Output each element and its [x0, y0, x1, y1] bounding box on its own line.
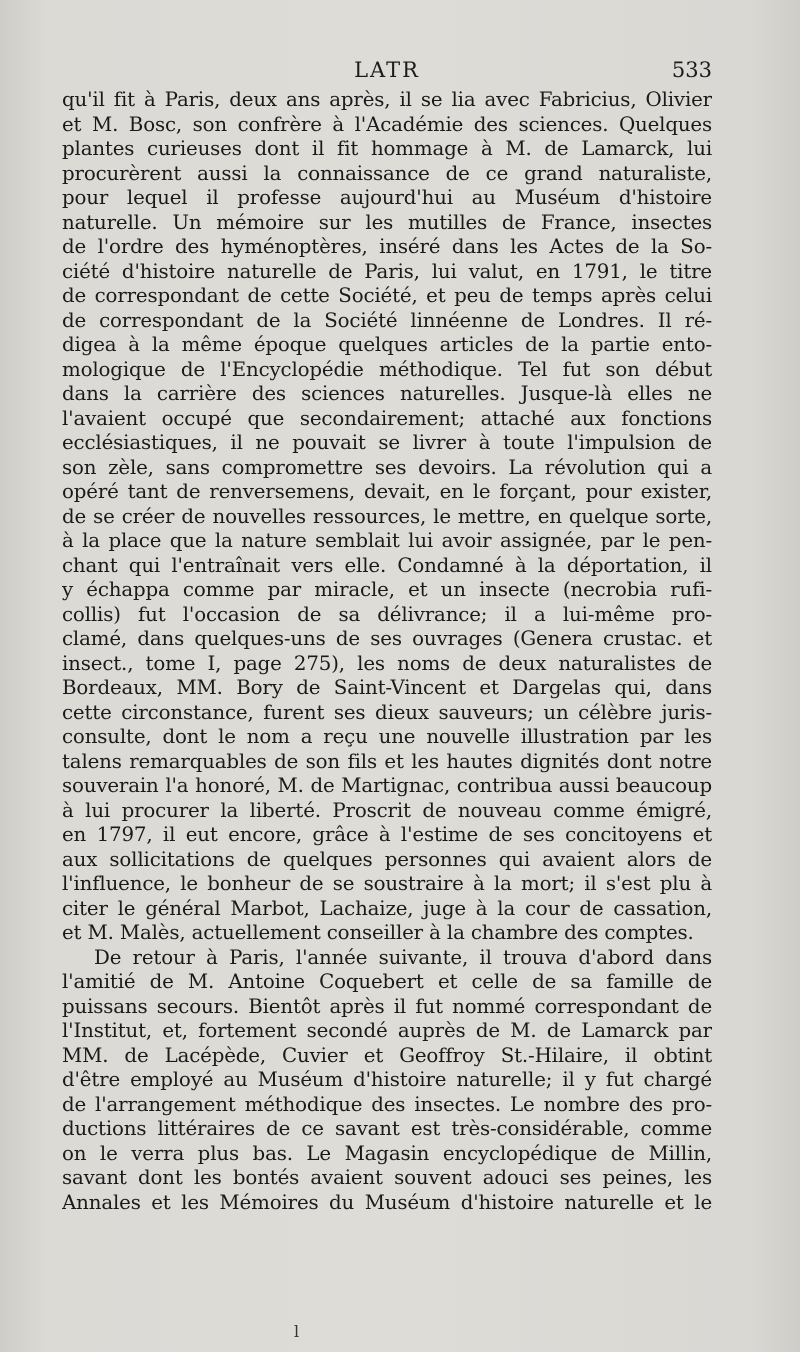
text-line: Annales et les Mémoires du Muséum d'histoire naturelle et le [62, 1190, 712, 1214]
text-line: l'amitié de M. Antoine Coquebert et celle de sa famille de [62, 970, 712, 993]
text-line: digea à la même époque quelques articles de la partie ento- [62, 333, 712, 356]
text-line: l'avaient occupé que secondairement; attaché aux fonctions [62, 406, 712, 430]
page-header [62, 56, 712, 86]
text-line: de l'arrangement méthodique des insectes. Le nombre des pro- [62, 1092, 712, 1116]
text-line: procurèrent aussi la connaissance de ce grand naturaliste, [62, 161, 712, 185]
text-line: pour lequel il professe aujourd'hui au Muséum d'histoire [62, 186, 712, 209]
text-line: De retour à Paris, l'année suivante, il trouva d'abord dans [94, 945, 712, 969]
text-line: savant dont les bontés avaient souvent adouci ses peines, les [62, 1166, 712, 1189]
text-line: qu'il fit à Paris, deux ans après, il se lia avec Fabricius, Olivier [62, 88, 712, 111]
text-line: souverain l'a honoré, M. de Martignac, contribua aussi beaucoup [62, 774, 712, 797]
text-line: mologique de l'Encyclopédie méthodique. Tel fut son début [62, 357, 712, 381]
text-line: l'Institut, et, fortement secondé auprès de M. de Lamarck par [62, 1019, 712, 1042]
text-line: aux sollicitations de quelques personnes qui avaient alors de [62, 847, 712, 871]
text-line: naturelle. Un mémoire sur les mutilles de France, insectes [62, 210, 712, 234]
text-line: à la place que la nature semblait lui avoir assignée, par le pen- [62, 529, 712, 552]
text-line: ductions littéraires de ce savant est très-considérable, comme [62, 1117, 712, 1140]
page-number: 533 [671, 58, 712, 82]
text-line: insect., tome I, page 275), les noms de deux naturalistes de [62, 651, 712, 675]
text-line: de correspondant de la Société linnéenne de Londres. Il ré- [62, 308, 712, 332]
text-line: d'être employé au Muséum d'histoire naturelle; il y fut chargé [62, 1068, 712, 1091]
text-line: puissans secours. Bientôt après il fut nommé correspondant de [62, 994, 712, 1018]
text-line: de l'ordre des hyménoptères, inséré dans les Actes de la So- [62, 235, 712, 258]
text-line: chant qui l'entraînait vers elle. Condamné à la déportation, il [62, 553, 712, 577]
text-line: plantes curieuses dont il fit hommage à M. de Lamarck, lui [62, 137, 712, 160]
text-line: de se créer de nouvelles ressources, le mettre, en quelque sorte, [62, 504, 712, 528]
text-line: en 1797, il eut encore, grâce à l'estime de ses concitoyens et [62, 823, 712, 846]
text-line: ciété d'histoire naturelle de Paris, lui valut, en 1791, le titre [62, 259, 712, 283]
text-line: talens remarquables de son fils et les hautes dignités dont notre [62, 749, 712, 773]
text-line: Bordeaux, MM. Bory de Saint-Vincent et Dargelas qui, dans [62, 676, 712, 699]
text-line: on le verra plus bas. Le Magasin encyclopédique de Millin, [62, 1141, 712, 1165]
text-line: son zèle, sans compromettre ses devoirs. La révolution qui a [62, 455, 712, 479]
text-line: MM. de Lacépède, Cuvier et Geoffroy St.-Hilaire, il obtint [62, 1043, 712, 1067]
text-line: y échappa comme par miracle, et un insecte (necrobia rufi- [62, 578, 712, 601]
body-text [62, 88, 712, 1215]
running-head: LATR [354, 58, 420, 82]
text-line: opéré tant de renversemens, devait, en le forçant, pour exister, [62, 480, 712, 503]
text-line: consulte, dont le nom a reçu une nouvelle illustration par les [62, 725, 712, 748]
text-line: ecclésiastiques, il ne pouvait se livrer à toute l'impulsion de [62, 431, 712, 454]
text-line: clamé, dans quelques-uns de ses ouvrages (Genera crustac. et [62, 627, 712, 650]
text-line: et M. Malès, actuellement conseiller à la chambre des comptes. [62, 921, 694, 944]
text-line: l'influence, le bonheur de se soustraire à la mort; il s'est plu à [62, 872, 712, 895]
text-line: à lui procurer la liberté. Proscrit de nouveau comme émigré, [62, 798, 712, 822]
text-line: et M. Bosc, son confrère à l'Académie des sciences. Quelques [62, 112, 712, 136]
text-line: citer le général Marbot, Lachaize, juge à la cour de cassation, [62, 896, 712, 920]
text-line: de correspondant de cette Société, et peu de temps après celui [62, 284, 712, 307]
footer-signature-mark: l [294, 1322, 300, 1341]
text-line: cette circonstance, furent ses dieux sauveurs; un célèbre juris- [62, 700, 712, 724]
text-line: collis) fut l'occasion de sa délivrance; il a lui-même pro- [62, 602, 712, 626]
text-line: dans la carrière des sciences naturelles. Jusque-là elles ne [62, 382, 712, 405]
